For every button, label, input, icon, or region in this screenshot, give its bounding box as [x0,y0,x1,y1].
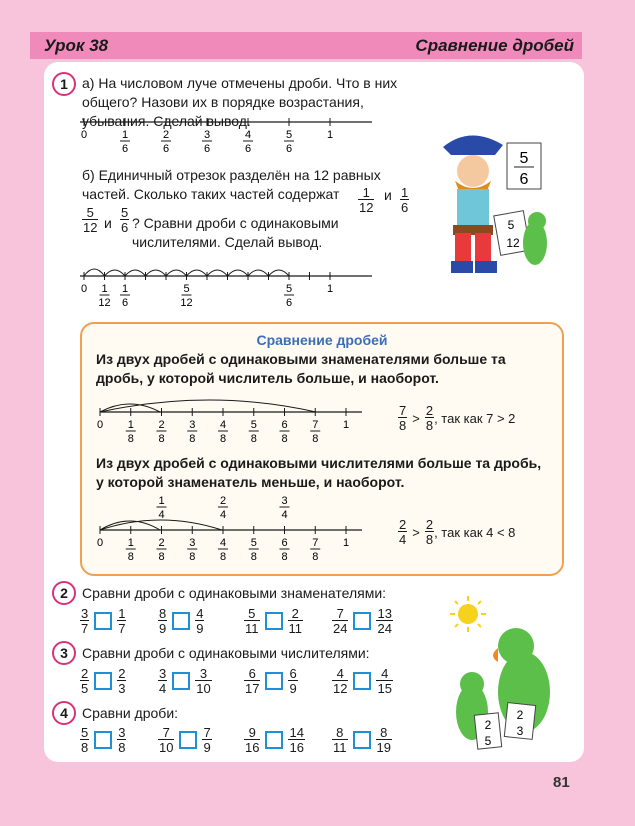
eighth-label-num: 7 [312,419,319,431]
den: 17 [245,681,260,696]
fraction-label-den: 6 [121,143,129,155]
label-0: 0 [96,419,104,431]
fraction-label-den: 6 [285,143,293,155]
parrots-illustration [446,622,556,752]
num: 14 [289,725,304,740]
num: 4 [196,606,204,621]
den: 11 [333,740,347,755]
fraction-right [376,667,392,695]
fraction-right [202,726,211,754]
fraction-label-num: 5 [285,283,293,295]
task-3-text: Сравни дроби с одинаковыми числителями: [82,645,370,661]
den: 12 [83,220,98,235]
eighth-label-num: 1 [127,537,134,549]
comparison-answer-box[interactable] [179,731,197,749]
den: 6 [401,200,409,215]
num: 7 [162,725,170,740]
task-1b-text-1: б) Единичный отрезок разделён на 12 равных частей. Сколько таких частей содержат [82,167,381,202]
fraction-right [288,607,304,635]
comparison-answer-box[interactable] [172,672,190,690]
pirate-illustration [425,125,555,285]
task-1-number: 1 [52,72,76,96]
num: 2 [425,517,434,532]
comparison-item [158,726,212,754]
fraction-left [80,726,89,754]
eighth-label-den: 8 [127,551,134,560]
label-0: 0 [80,283,88,295]
fraction-label-num: 1 [101,283,108,295]
num: 8 [380,725,388,740]
comparison-item [332,726,392,754]
fraction-left [80,667,89,695]
parrot-card-b-den: 3 [516,724,524,738]
eighth-label-den: 8 [158,433,165,445]
frac-b2 [400,186,409,214]
num: 2 [118,666,126,681]
arc-twelfth [207,270,228,276]
den: 9 [159,621,167,636]
num: 3 [81,606,89,621]
den: 24 [333,621,348,636]
rule-ray-1 [90,390,370,448]
quarter-label-num: 2 [219,495,227,507]
comparison-answer-box[interactable] [265,672,283,690]
fraction-label-num: 1 [121,283,129,295]
num: 2 [425,403,434,418]
fraction-label-num: 5 [183,283,190,295]
lesson-number: Урок 38 [44,36,109,55]
because: , так как 4 < 8 [434,524,516,540]
comparison-answer-box[interactable] [172,612,190,630]
arc-twelfth [187,270,208,276]
den: 16 [245,740,260,755]
number-ray-b [70,262,380,312]
eighth-label-den: 8 [219,551,227,560]
example-2 [398,518,515,546]
eighth-label-num: 6 [281,537,288,549]
eighth-label-num: 3 [189,537,196,549]
fraction-label-den: 6 [244,143,252,155]
fraction-left [158,667,167,695]
label-1: 1 [326,129,334,141]
fraction-label-num: 5 [285,129,293,141]
task-1b-question: ? Сравни дроби с одинаковыми числителями. Сделай вывод. [132,215,339,250]
den: 10 [159,740,174,755]
eighth-label-num: 5 [250,419,257,431]
fraction-label-den: 6 [203,143,211,155]
num: 1 [118,606,126,621]
fraction-left [80,607,89,635]
den: 10 [196,681,211,696]
and-word: и [384,187,392,203]
eighth-label-den: 8 [250,433,257,445]
fraction-left [158,726,174,754]
label-1: 1 [342,419,350,431]
number-ray-a [70,110,380,160]
pirate-card-den: 6 [519,171,529,188]
comparison-answer-box[interactable] [353,672,371,690]
fraction-label-den: 6 [285,297,293,309]
comparison-item [158,667,212,695]
num: 1 [362,185,370,200]
rule-box-title: Сравнение дробей [256,332,388,348]
comparison-answer-box[interactable] [265,612,283,630]
num: 6 [248,666,256,681]
num: 1 [401,185,409,200]
den: 16 [289,740,304,755]
arc-twelfth [166,270,187,276]
den: 11 [288,621,302,636]
rule-2-text: Из двух дробей с одинаковыми числителями больше та дробь, у которой знаменатель меньше, и наоборот. [96,455,542,490]
and-word-2: и [104,215,112,231]
eighth-label-num: 2 [158,537,165,549]
eighth-label-den: 8 [189,433,196,445]
num: 2 [291,606,299,621]
fraction-label-num: 2 [162,129,170,141]
arc-twelfth [146,270,167,276]
comparison-item [244,667,298,695]
fraction-right [195,607,204,635]
eighth-label-num: 3 [189,419,196,431]
eighth-label-num: 1 [127,419,134,431]
frac-b1 [358,186,374,214]
fraction-right [288,667,297,695]
arc-twelfth [84,269,105,276]
fraction-left [244,667,260,695]
den: 15 [377,681,392,696]
eighth-label-den: 8 [219,433,227,445]
sign: > [412,410,420,426]
comparison-item [80,607,126,635]
fraction-right [376,726,392,754]
den: 12 [333,681,348,696]
comparison-item [80,726,126,754]
num: 7 [203,725,211,740]
fraction-left [332,607,348,635]
fraction-left [332,726,348,754]
eighth-label-den: 8 [312,433,319,445]
den: 11 [245,621,259,636]
num: 7 [336,606,344,621]
comparison-item [332,667,393,695]
den: 4 [159,681,167,696]
num: 5 [248,606,256,621]
eighth-label-den: 8 [158,551,165,560]
num: 6 [289,666,297,681]
quarter-label-den: 4 [219,509,227,521]
rule-ray-2 [90,494,370,560]
num: 2 [81,666,89,681]
task-1a-text: а) На числовом луче отмечены дроби. Что в них общего? Назови их в порядке возрастания, убывания. Сделай вывод. [82,75,398,129]
sign: > [412,524,420,540]
rule-1-text: Из двух дробей с одинаковыми знаменателями больше та дробь, у которой числитель больше, и наоборот. [96,351,506,386]
label-1: 1 [326,283,334,295]
comparison-answer-box[interactable] [94,731,112,749]
den: 24 [377,621,392,636]
arc-twelfth [105,270,126,276]
fraction-right [117,726,126,754]
eighth-label-num: 4 [219,419,227,431]
example-1 [398,404,515,432]
fraction-right [195,667,211,695]
den: 9 [196,621,204,636]
eighth-label-den: 8 [189,551,196,560]
arc-twelfth [228,270,249,276]
task-2-text: Сравни дроби с одинаковыми знаменателями: [82,585,387,601]
quarter-label-den: 4 [158,509,165,521]
fraction-label-den: 12 [180,297,193,309]
den: 8 [425,418,434,433]
den: 7 [81,621,89,636]
eighth-label-den: 8 [281,433,288,445]
den: 8 [425,532,434,547]
fraction-left [158,607,167,635]
comparison-answer-box[interactable] [353,612,371,630]
eighth-label-den: 8 [250,551,257,560]
num: 5 [121,205,129,220]
arc-twelfth [248,270,269,276]
fraction-label-num: 1 [121,129,129,141]
eighth-label-den: 8 [127,433,134,445]
fraction-right [117,607,126,635]
den: 6 [121,220,129,235]
eighth-label-den: 8 [281,551,288,560]
label-0: 0 [80,129,88,141]
parrot-card-den: 12 [506,236,520,250]
num: 4 [336,666,344,681]
den: 8 [399,418,407,433]
pirate-card-num: 5 [519,150,529,167]
eighth-label-num: 7 [312,537,319,549]
den: 9 [203,740,211,755]
den: 7 [118,621,126,636]
fraction-label-num: 4 [244,129,252,141]
arc-twelfth [269,270,290,276]
fraction-left [244,607,260,635]
num: 13 [377,606,392,621]
num: 7 [399,403,407,418]
num: 5 [86,205,94,220]
den: 4 [399,532,407,547]
num: 8 [336,725,344,740]
num: 5 [81,725,89,740]
comparison-item [244,607,303,635]
because: , так как 7 > 2 [434,410,516,426]
arc-twelfth [125,270,146,276]
eighth-label-num: 6 [281,419,288,431]
frac-b4 [120,206,129,234]
comparison-item [158,607,204,635]
comparison-item [244,726,305,754]
lesson-header [30,32,582,59]
comparison-answer-box[interactable] [94,612,112,630]
task-3-number: 3 [52,641,76,665]
lesson-topic: Сравнение дробей [415,36,574,55]
parrot-card-a-den: 5 [484,734,492,748]
den: 5 [81,681,89,696]
page-number: 81 [553,774,570,791]
eighth-label-den: 8 [312,551,319,560]
parrot-card-b-num: 2 [516,708,524,722]
fraction-right [376,607,392,635]
quarter-label-num: 1 [158,495,165,507]
fraction-label-den: 6 [162,143,170,155]
fraction-right [117,667,126,695]
den: 8 [81,740,89,755]
comparison-item [332,607,393,635]
eighth-label-num: 2 [158,419,165,431]
comparison-item [80,667,126,695]
num: 3 [199,666,208,681]
den: 12 [359,200,374,215]
num: 2 [399,517,407,532]
fraction-left [244,726,260,754]
frac-b3 [82,206,98,234]
fraction-label-den: 12 [98,297,111,309]
num: 3 [159,666,167,681]
fraction-label-num: 3 [203,129,211,141]
fraction-label-den: 6 [121,297,129,309]
task-2-number: 2 [52,581,76,605]
fraction-left [332,667,348,695]
num: 8 [159,606,167,621]
comparison-answer-box[interactable] [265,731,283,749]
den: 8 [118,740,126,755]
parrot-card-a-num: 2 [484,718,492,732]
task-4-text: Сравни дроби: [82,705,179,721]
fraction-right [288,726,304,754]
parrot-card-num: 5 [507,218,515,232]
den: 19 [376,740,391,755]
eighth-label-num: 4 [219,537,227,549]
num: 3 [118,725,126,740]
num: 9 [248,725,256,740]
eighth-label-num: 5 [250,537,257,549]
den: 9 [289,681,297,696]
quarter-label-den: 4 [281,509,288,521]
task-4-number: 4 [52,701,76,725]
label-0: 0 [96,537,104,549]
comparison-answer-box[interactable] [94,672,112,690]
quarter-label-num: 3 [281,495,288,507]
comparison-answer-box[interactable] [353,731,371,749]
label-1: 1 [342,537,350,549]
num: 4 [381,666,389,681]
den: 3 [118,681,126,696]
